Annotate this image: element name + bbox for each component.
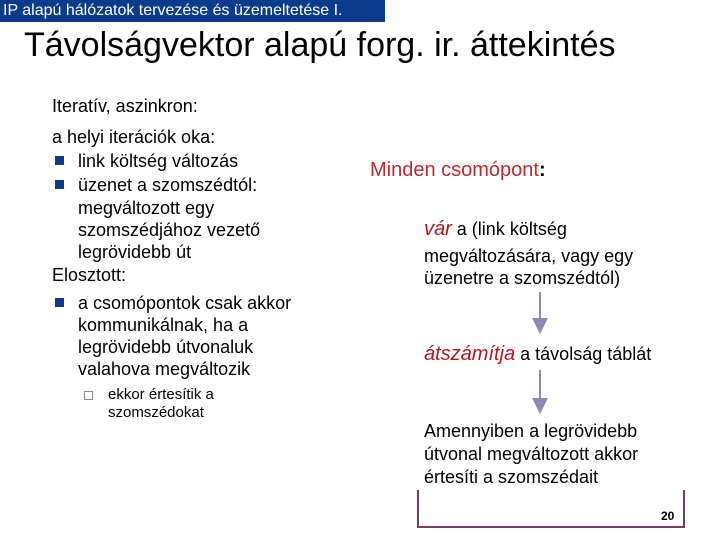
distributed-item-line-4: valahova megváltozik [78,359,251,379]
right-heading-colon: : [538,159,546,181]
local-item-2-line-4: legrövidebb út [78,242,192,262]
step-wait-line-2: megváltozására, vagy egy [424,246,634,266]
header-title: IP alapú hálózatok tervezése és üzemeltetése I. [3,2,343,19]
step-notify-line-2: útvonal megváltozott akkor [424,444,639,464]
local-label: a helyi iterációk oka: [52,127,216,147]
distributed-label: Elosztott: [52,265,127,285]
step-recompute-keyword: átszámítja [424,343,516,365]
distributed-item-line-3: legrövidebb útvonaluk [78,337,254,357]
page-number: 20 [661,509,675,523]
step-recompute-text: a távolság táblát [515,344,652,364]
loop-back-line [418,490,684,527]
left-heading: Iteratív, aszinkron: [52,96,198,116]
local-item-2-line-2: megváltozott egy [78,198,215,218]
slide-title: Távolságvektor alapú forg. ir. áttekintés [24,26,616,64]
right-heading-text: Minden csomópont [370,159,539,181]
sub-item-line-1: ekkor értesítik a [108,386,214,403]
step-wait-line-3: üzenetre a szomszédtól) [424,268,621,288]
step-notify-line-1: Amennyiben a legrövidebb [424,421,638,441]
sub-item-line-2: szomszédokat [108,404,204,421]
distributed-item-line-2: kommunikálnak, ha a [78,315,249,335]
step-notify-line-3: értesíti a szomszédait [424,467,599,487]
step-wait-text: a (link költség [451,219,567,239]
local-item-2-line-1: üzenet a szomszédtól: [78,175,258,195]
distributed-item-line-1: a csomópontok csak akkor [78,293,292,313]
step-wait-keyword: vár [424,218,452,240]
local-item-2-line-3: szomszédjához vezető [78,220,261,240]
local-item-1-line-1: link költség változás [78,151,239,171]
